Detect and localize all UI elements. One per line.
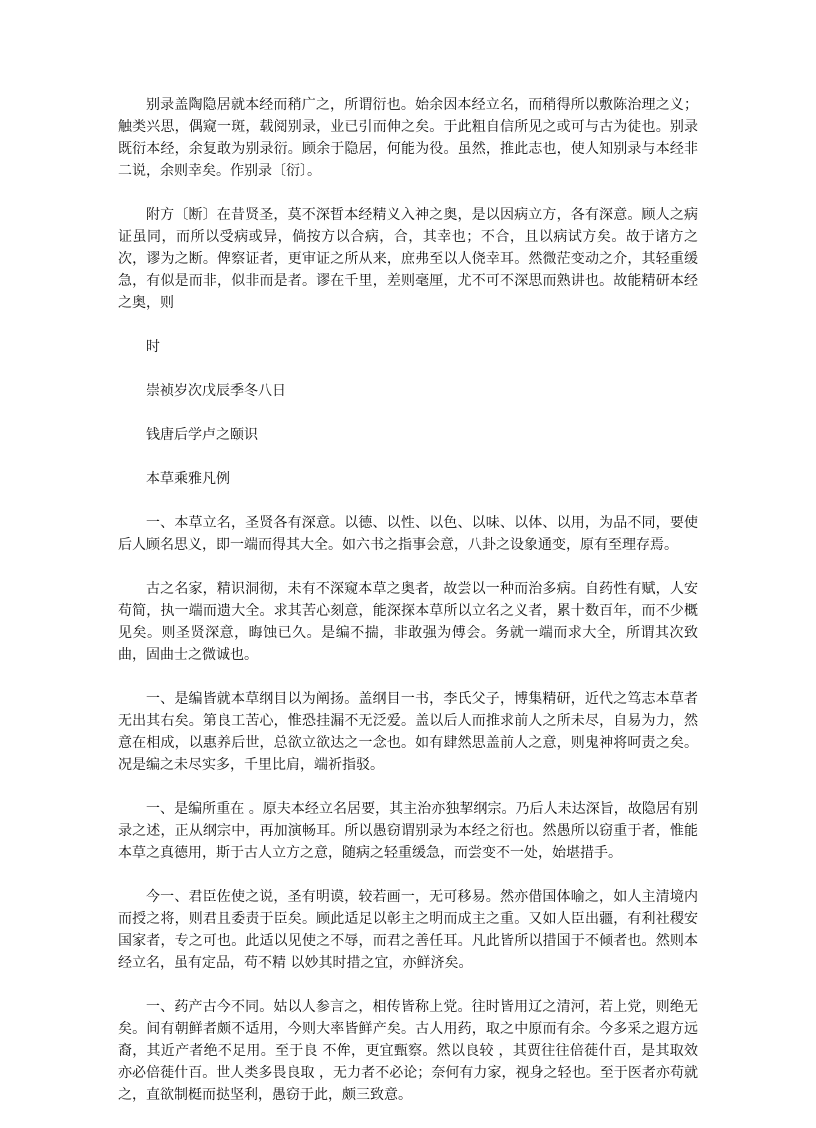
rule-paragraph-5: 今一、君臣佐使之说，圣有明谟，较若画一，无可移易。然亦借国体喻之，如人主清境内而授之将，则君且委责于臣矣。顾此适足以彰主之明而成主之重。又如人臣出疆，有利社稷安国家者，专之可也。此适以见使之不辱，而君之善任耳。凡此皆所以措国于不倾者也。然则本经立名，虽有定品，苟不精 以妙其时措之宜，亦鲜济矣。	[118, 889, 698, 971]
rule-paragraph-3: 一、是编皆就本草纲目以为阐扬。盖纲目一书，李氏父子，博集精研，近代之笃志本草者无出其右矣。第良工苦心，惟恐挂漏不无泛爱。盖以后人而推求前人之所未尽，自易为力，然意在相成，以惠养后世，总欲立欲达之一念也。如有肆然思盖前人之意，则鬼神将呵责之矣。况是编之未尽实多，千里比肩，端祈指驳。	[118, 691, 698, 773]
rule-paragraph-4: 一、是编所重在 。原夫本经立名居要，其主治亦独挈纲宗。乃后人未达深旨，故隐居有别录之述，正从纲宗中，再加演畅耳。所以愚窃谓别录为本经之衍也。然愚所以窃重于者，惟能 本草之真德用，斯于古人立方之意，随病之轻重缓急，而尝变不一处，始堪措手。	[118, 801, 698, 861]
author-signature: 钱唐后学卢之颐识	[146, 427, 258, 443]
paragraph-shi: 时	[146, 339, 160, 355]
paragraph-bielu-yan: 别录盖陶隐居就本经而稍广之，所谓衍也。始余因本经立名，而稍得所以敷陈治理之义；触类兴思，偶窥一斑，载阅别录，业已引而伸之矣。于此粗自信所见之或可与古为徒也。别录既衍本经，余复敢为别录衍。顾余于隐居，何能为役。虽然，推此志也，使人知别录与本经非二说，余则幸矣。作别录〔衍〕。	[118, 97, 698, 179]
rule-paragraph-2: 古之名家，精识洞彻，未有不深窥本草之奥者，故尝以一种而治多病。自药性有赋，人安苟简，执一端而遗大全。求其苦心刻意，能深探本草所以立名之义者，累十数百年，而不少概见矣。则圣贤深意，晦蚀已久。是编不揣，非敢强为傅会。务就一端而求大全，所谓其次致曲，固曲士之微诚也。	[118, 581, 698, 663]
section-title: 本草乘雅凡例	[146, 471, 230, 487]
document-body	[118, 94, 698, 1128]
paragraph-fufang-duan: 附方〔断〕在昔贤圣，莫不深晢本经精义入神之奥，是以因病立方，各有深意。顾人之病证虽同，而所以受病或异，倘按方以合病，合，其幸也；不合，且以病试方矣。故于诸方之次，谬为之断。俾察证者，更审证之所从来，庶弗至以人侥幸耳。然微茫变动之介，其轻重缓急，有似是而非，似非而是者。谬在千里，差则毫厘，尤不可不深思而熟讲也。故能精研本经之奥，则	[118, 207, 698, 311]
rule-paragraph-6: 一、药产古今不同。姑以人参言之，相传皆称上党。往时皆用辽之清河，若上党，则绝无矣。间有朝鲜者颇不适用，今则大率皆鲜产矣。古人用药，取之中原而有余。今多采之遐方远裔，其近产者绝不足用。至于良 不侔，更宜甄察。然以良较 ，其贾往往倍蓰什百，是其取效亦必倍蓰什百。世人类多畏良取 ，无力者不必论；奈何有力家，视身之轻也。至于医者亦苟就之，直欲制梃而挞坚利，愚窃于此，颇三致意。	[118, 999, 698, 1103]
date-line: 崇祯岁次戊辰季冬八日	[146, 383, 286, 399]
rule-paragraph-1: 一、本草立名，圣贤各有深意。以德、以性、以色、以味、以体、以用，为品不同，要使后人顾名思义，即一端而得其大全。如六书之指事会意，八卦之设象通变，原有至理存焉。	[118, 515, 698, 553]
